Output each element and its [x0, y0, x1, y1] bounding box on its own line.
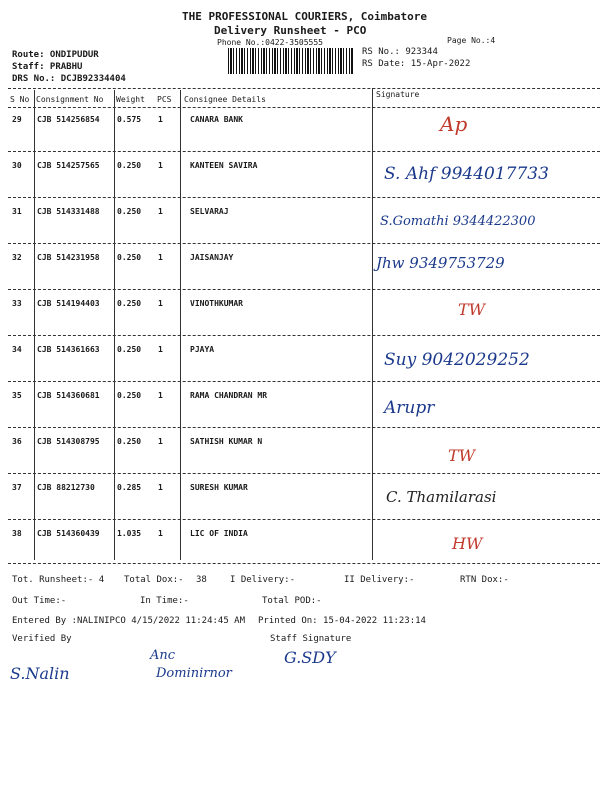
row-consignment: CJB 88212730 [37, 483, 95, 492]
phone-number: Phone No.:0422-3505555 [217, 38, 323, 47]
barcode [228, 48, 354, 74]
drs-number: DRS No.: DCJB92334404 [12, 74, 126, 84]
row-signature: Suy 9042029252 [384, 350, 530, 370]
middle-signature: Anc [150, 648, 176, 663]
table-row [0, 247, 600, 293]
row-consignment: CJB 514256854 [37, 115, 100, 124]
row-weight: 0.285 [117, 483, 142, 492]
row-pcs: 1 [158, 391, 163, 400]
printed-on: Printed On: 15-04-2022 11:23:14 [258, 616, 426, 626]
middle-signature: Dominirnor [156, 666, 232, 681]
document-title: Delivery Runsheet - PCO [214, 24, 367, 37]
i-delivery: I Delivery:- [230, 575, 296, 585]
row-pcs: 1 [158, 437, 163, 446]
row-pcs: 1 [158, 253, 163, 262]
rtn-dox: RTN Dox:- [460, 575, 509, 585]
route: Route: ONDIPUDUR [12, 50, 99, 60]
staff-signature: G.SDY [284, 648, 336, 667]
row-signature: TW [458, 300, 486, 319]
row-consignee: LIC OF INDIA [190, 529, 248, 538]
row-weight: 0.250 [117, 161, 142, 170]
col-header-consignment: Consignment No [36, 95, 104, 104]
row-weight: 0.575 [117, 115, 142, 124]
row-divider [8, 335, 600, 336]
ii-delivery: II Delivery:- [344, 575, 415, 585]
row-divider [8, 151, 600, 152]
row-weight: 1.035 [117, 529, 142, 538]
table-row [0, 293, 600, 339]
row-sno: 29 [12, 115, 22, 124]
table-row [0, 477, 600, 523]
col-header-weight: Weight [116, 95, 145, 104]
row-consignee: SATHISH KUMAR N [190, 437, 263, 446]
row-pcs: 1 [158, 529, 163, 538]
row-consignment: CJB 514331488 [37, 207, 100, 216]
row-sno: 30 [12, 161, 22, 170]
row-pcs: 1 [158, 207, 163, 216]
page-number: Page No.:4 [447, 36, 496, 45]
row-pcs: 1 [158, 161, 163, 170]
divider [8, 107, 600, 108]
table-row [0, 431, 600, 477]
row-weight: 0.250 [117, 299, 142, 308]
row-consignment: CJB 514360439 [37, 529, 100, 538]
total-dox-label: Total Dox:- [124, 575, 184, 585]
row-consignee: PJAYA [190, 345, 215, 354]
row-consignee: VINOTHKUMAR [190, 299, 243, 308]
row-signature: C. Thamilarasi [386, 488, 497, 506]
tot-runsheet: Tot. Runsheet:- 4 [12, 575, 105, 585]
col-header-consignee: Consignee Details [184, 95, 266, 104]
row-consignee: SELVARAJ [190, 207, 229, 216]
row-divider [8, 197, 600, 198]
row-weight: 0.250 [117, 391, 142, 400]
row-weight: 0.250 [117, 253, 142, 262]
verified-by: Verified By [12, 634, 72, 644]
in-time: In Time:- [140, 596, 189, 606]
row-divider [8, 243, 600, 244]
row-sno: 32 [12, 253, 22, 262]
row-signature: HW [452, 534, 483, 553]
row-sno: 36 [12, 437, 22, 446]
row-sno: 31 [12, 207, 22, 216]
entered-by: Entered By :NALINIPCO 4/15/2022 11:24:45 AM [12, 616, 245, 626]
row-sno: 33 [12, 299, 22, 308]
row-consignment: CJB 514194403 [37, 299, 100, 308]
table-row [0, 109, 600, 155]
row-weight: 0.250 [117, 207, 142, 216]
row-divider [8, 563, 600, 564]
row-divider [8, 427, 600, 428]
verifier-signature: S.Nalin [10, 664, 70, 683]
total-dox-value: 38 [196, 575, 207, 585]
company-name: THE PROFESSIONAL COURIERS, Coimbatore [182, 10, 428, 23]
row-consignee: RAMA CHANDRAN MR [190, 391, 268, 400]
total-pod: Total POD:- [262, 596, 322, 606]
row-pcs: 1 [158, 299, 163, 308]
row-consignment: CJB 514361663 [37, 345, 100, 354]
row-pcs: 1 [158, 115, 163, 124]
row-divider [8, 289, 600, 290]
row-pcs: 1 [158, 483, 163, 492]
row-signature: Ap [440, 112, 468, 136]
row-sno: 35 [12, 391, 22, 400]
row-sno: 38 [12, 529, 22, 538]
row-sno: 34 [12, 345, 22, 354]
out-time: Out Time:- [12, 596, 67, 606]
row-consignee: CANARA BANK [190, 115, 243, 124]
row-signature: S. Ahf 9944017733 [384, 164, 549, 184]
row-divider [8, 381, 600, 382]
row-sno: 37 [12, 483, 22, 492]
row-divider [8, 519, 600, 520]
col-header-signature: Signature [376, 90, 420, 99]
row-consignment: CJB 514308795 [37, 437, 100, 446]
row-signature: TW [448, 446, 476, 465]
row-consignment: CJB 514231958 [37, 253, 100, 262]
row-signature: Arupr [384, 398, 435, 418]
rs-date: RS Date: 15-Apr-2022 [362, 59, 471, 69]
col-header-sno: S No [10, 95, 30, 104]
rs-number: RS No.: 923344 [362, 47, 438, 57]
row-weight: 0.250 [117, 345, 142, 354]
row-signature: Jhw 9349753729 [376, 254, 505, 272]
col-header-pcs: PCS [157, 95, 172, 104]
row-consignee: KANTEEN SAVIRA [190, 161, 258, 170]
row-pcs: 1 [158, 345, 163, 354]
staff-name: Staff: PRABHU [12, 62, 83, 72]
row-divider [8, 473, 600, 474]
row-consignee: JAISANJAY [190, 253, 234, 262]
table-row [0, 385, 600, 431]
row-consignee: SURESH KUMAR [190, 483, 248, 492]
staff-signature-label: Staff Signature [270, 634, 352, 644]
row-consignment: CJB 514360681 [37, 391, 100, 400]
row-weight: 0.250 [117, 437, 142, 446]
divider [8, 88, 600, 89]
row-signature: S.Gomathi 9344422300 [380, 214, 536, 229]
row-consignment: CJB 514257565 [37, 161, 100, 170]
